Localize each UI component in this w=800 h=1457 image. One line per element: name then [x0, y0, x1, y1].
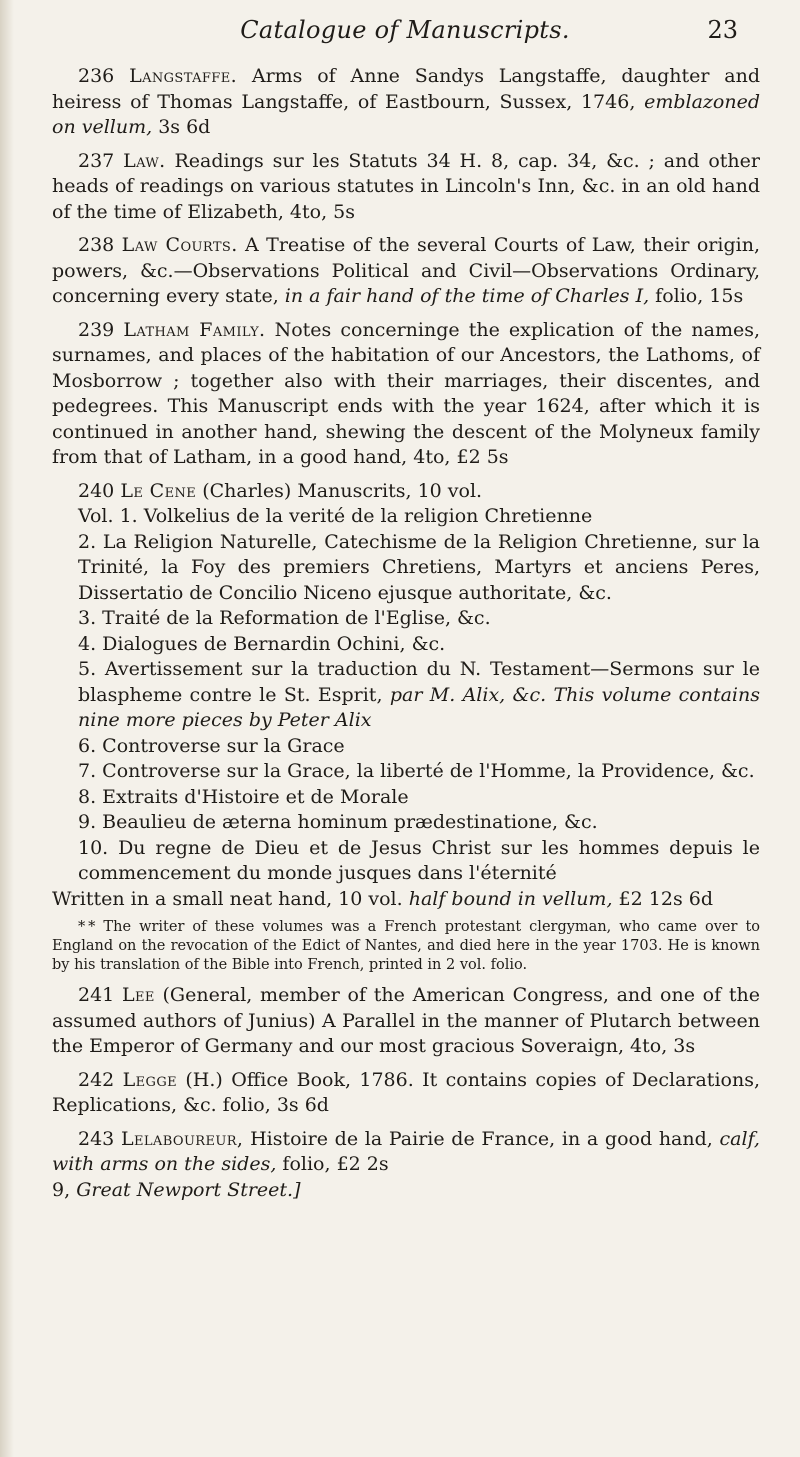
entry-236	[52, 64, 760, 141]
entry-hand-note: in a fair hand of the time of Charles I,	[284, 285, 650, 307]
entry-240-written	[52, 887, 760, 913]
address-street: Great Newport Street.]	[76, 1178, 301, 1201]
entry-heading: Law Courts.	[121, 234, 238, 256]
entry-242	[52, 1068, 760, 1119]
entry-binding: half bound in vellum,	[408, 887, 613, 910]
entry-heading: Le Cene	[120, 479, 197, 502]
entry-number: 238	[78, 234, 115, 256]
catalogue-body	[52, 64, 760, 1211]
volume-item: 8. Extraits d'Histoire et de Morale	[78, 785, 409, 808]
page-gutter-shadow	[0, 0, 14, 1457]
volume-italic-note: par M. Alix, &c. This volume contains nine more pieces by Peter Alix	[78, 683, 760, 731]
entry-240-heading	[52, 479, 760, 505]
entry-heading: Legge	[122, 1068, 178, 1091]
volume-item: 2. La Religion Naturelle, Catechisme de la Religion Chretienne, sur la Trinité, la Foy des premiers Chretiens, Martyrs et anciens Peres, Dissertatio de Concilio Niceno ejusque authoritate, &c.	[78, 530, 760, 604]
entry-price: folio, £2 2s	[282, 1153, 389, 1175]
entry-heading: Lee	[121, 984, 155, 1006]
volume-text: 5. Avertissement sur la traduction du N. Testament—Sermons sur le blaspheme contre le St. Esprit,	[78, 658, 760, 706]
entry-241	[52, 983, 760, 1060]
written-description: Written in a small neat hand, 10 vol.	[52, 887, 403, 910]
volume-item	[52, 657, 760, 734]
entry-description: Readings sur les Statuts 34 H. 8, cap. 34, &c. ; and other heads of readings on various statutes in Lincoln's Inn, &c. in an old hand of the time of Elizabeth, 4to, 5s	[52, 149, 760, 223]
entry-binding: calf, with arms on the sides,	[52, 1127, 760, 1175]
page-number: 23	[707, 16, 738, 44]
entry-238	[52, 233, 760, 310]
entry-number: 239	[78, 318, 115, 341]
volume-item: 10. Du regne de Dieu et de Jesus Christ sur les hommes depuis le commencement du monde jusques dans l'éternité	[78, 836, 760, 884]
entry-number: 236	[78, 65, 115, 87]
entry-heading: Latham Family.	[123, 318, 266, 341]
entry-price: folio, 15s	[655, 285, 744, 307]
entry-description: Histoire de la Pairie de France, in a good hand,	[250, 1127, 713, 1150]
entry-description: A Treatise of the several Courts of Law, their origin, powers, &c.—Observations Political and Civil—Observations Ordinary, concerning every state,	[52, 234, 760, 307]
volume-item: 7. Controverse sur la Grace, la liberté de l'Homme, la Providence, &c.	[78, 760, 755, 782]
entry-heading: Lelaboureur,	[120, 1127, 244, 1150]
entry-237	[52, 149, 760, 226]
entry-binding: emblazoned on vellum,	[52, 90, 760, 138]
entry-description: Notes concerninge the explication of the names, surnames, and places of the habitation of our Ancestors, the Lathoms, of Mosborrow ; together also with their marriages, their discentes, and pedegrees. This Manuscript ends with the year 1624, after which it is continued in another hand, shewing the descent of the Molyneux family from that of Latham, in a good hand, 4to, £2 5s	[52, 318, 760, 468]
page-header	[50, 12, 760, 48]
entry-description: (Charles) Manuscrits, 10 vol.	[202, 479, 483, 502]
volume-item: 9. Beaulieu de æterna hominum prædestinatione, &c.	[78, 811, 598, 833]
running-title: Catalogue of Manuscripts.	[240, 16, 570, 44]
entry-description: (General, member of the American Congress, and one of the assumed authors of Junius) A Parallel in the manner of Plutarch between the Emperor of Germany and our most gracious Soveraign, 4to, 3s	[52, 984, 760, 1057]
volume-item: 3. Traité de la Reformation de l'Eglise, &c.	[78, 607, 491, 629]
entry-239	[52, 318, 760, 471]
entry-heading: Langstaffe.	[129, 65, 238, 87]
volume-item: Vol. 1. Volkelius de la verité de la religion Chretienne	[78, 505, 593, 527]
entry-description: Arms of Anne Sandys Langstaffe, daughter and heiress of Thomas Langstaffe, of Eastbourn, Sussex, 1746,	[52, 65, 760, 113]
entry-number: 237	[78, 149, 115, 172]
entry-heading: Law.	[123, 149, 166, 172]
volume-item: 4. Dialogues de Bernardin Ochini, &c.	[78, 632, 446, 655]
entry-number: 243	[78, 1127, 115, 1150]
entry-number: 242	[78, 1068, 115, 1091]
address-number: 9,	[52, 1178, 71, 1201]
entry-price: 3s 6d	[158, 116, 211, 138]
entry-price: £2 12s 6d	[618, 887, 713, 910]
entry-number: 241	[78, 984, 115, 1006]
entry-number: 240	[78, 479, 115, 502]
entry-240-footnote: * * The writer of these volumes was a French protestant clergyman, who came over to England on the revocation of the Edict of Nantes, and died here in the year 1703. He is known by his translation of the Bible into French, printed in 2 vol. folio.	[52, 919, 760, 973]
entry-243	[52, 1127, 760, 1204]
entry-240	[52, 479, 760, 976]
volume-item: 6. Controverse sur la Grace	[78, 734, 345, 757]
entry-description: (H.) Office Book, 1786. It contains copies of Declarations, Replications, &c. folio, 3s 6d	[52, 1068, 760, 1116]
